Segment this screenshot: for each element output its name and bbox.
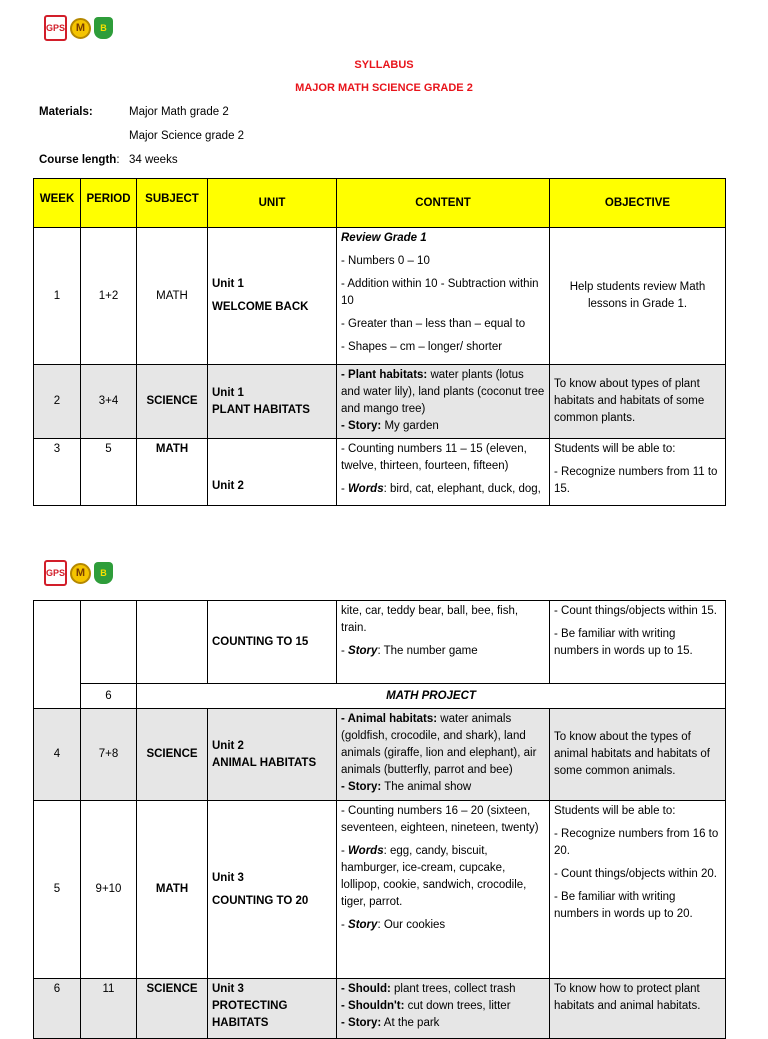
content-cell: - Animal habitats: water animals (goldfish, crocodile, and shark), land animals (giraffe, lion and elephant), air animals (butterfly, parrot and bee) - Story: The animal show: [337, 709, 550, 801]
school-logo: [44, 560, 113, 586]
table-row: [34, 228, 726, 365]
materials-label: Materials:: [39, 106, 93, 118]
content-cell: kite, car, teddy bear, ball, bee, fish, train. - Story: The number game: [337, 601, 550, 684]
content-cell: - Counting numbers 11 – 15 (eleven, twelve, thirteen, fourteen, fifteen) - Words: bird, cat, elephant, duck, dog,: [337, 439, 550, 506]
document-subtitle: MAJOR MATH SCIENCE GRADE 2: [295, 82, 473, 94]
table-row: [34, 365, 726, 439]
unit-cell: Unit 1 PLANT HABITATS: [208, 365, 337, 439]
table-row: [34, 684, 726, 709]
materials-item: Major Math grade 2: [129, 106, 229, 118]
table-row: [34, 709, 726, 801]
header-unit: UNIT: [208, 179, 337, 228]
period-cell: 5: [81, 439, 137, 506]
subject-cell: SCIENCE: [137, 365, 208, 439]
table-header-row: [34, 179, 726, 228]
table-row: [34, 601, 726, 684]
document-title: SYLLABUS: [354, 59, 414, 71]
week-cell: 4: [34, 709, 81, 801]
objective-cell: - Count things/objects within 15. - Be familiar with writing numbers in words up to 15.: [550, 601, 726, 684]
period-cell: [81, 601, 137, 684]
syllabus-table: [33, 178, 726, 506]
b-logo-icon: B: [94, 562, 113, 584]
m-logo-icon: M: [70, 18, 91, 39]
unit-cell: Unit 3 PROTECTING HABITATS: [208, 979, 337, 1039]
unit-cell: Unit 2 ANIMAL HABITATS: [208, 709, 337, 801]
syllabus-table-continued: [33, 600, 726, 1039]
subject-cell: MATH: [137, 801, 208, 979]
week-cell: [34, 601, 81, 709]
unit-cell: Unit 2: [208, 439, 337, 506]
content-cell: Review Grade 1 - Numbers 0 – 10 - Addition within 10 - Subtraction within 10 - Greater than – less than – equal to - Shapes – cm – longer/ shorter: [337, 228, 550, 365]
materials-item: Major Science grade 2: [129, 130, 245, 142]
unit-cell: Unit 3 COUNTING TO 20: [208, 801, 337, 979]
objective-cell: To know how to protect plant habitats and animal habitats.: [550, 979, 726, 1039]
m-logo-icon: M: [70, 563, 91, 584]
objective-cell: To know about types of plant habitats and habitats of some common plants.: [550, 365, 726, 439]
table-row: [34, 801, 726, 979]
b-logo-icon: B: [94, 17, 113, 39]
period-cell: 9+10: [81, 801, 137, 979]
subject-cell: MATH: [137, 228, 208, 365]
week-cell: 3: [34, 439, 81, 506]
objective-cell: Students will be able to: - Recognize numbers from 16 to 20. - Count things/objects within 20. - Be familiar with writing numbers in words up to 20.: [550, 801, 726, 979]
header-week: WEEK: [34, 179, 81, 228]
table-row: [34, 979, 726, 1039]
week-cell: 1: [34, 228, 81, 365]
week-cell: 5: [34, 801, 81, 979]
course-length-label: Course length:: [39, 154, 120, 166]
subject-cell: [137, 601, 208, 684]
unit-cell: Unit 1 WELCOME BACK: [208, 228, 337, 365]
header-subject: SUBJECT: [137, 179, 208, 228]
subject-cell: SCIENCE: [137, 979, 208, 1039]
objective-cell: Help students review Math lessons in Grade 1.: [550, 228, 726, 365]
period-cell: 7+8: [81, 709, 137, 801]
period-cell: 1+2: [81, 228, 137, 365]
gps-logo-icon: GPS: [44, 15, 67, 41]
subject-cell: MATH: [137, 439, 208, 506]
week-cell: 6: [34, 979, 81, 1039]
header-objective: OBJECTIVE: [550, 179, 726, 228]
period-cell: 6: [81, 684, 137, 709]
subject-cell: SCIENCE: [137, 709, 208, 801]
course-length-value: 34 weeks: [129, 154, 178, 166]
header-period: PERIOD: [81, 179, 137, 228]
math-project-cell: MATH PROJECT: [137, 684, 726, 709]
content-cell: - Counting numbers 16 – 20 (sixteen, seventeen, eighteen, nineteen, twenty) - Words: egg, candy, biscuit, hamburger, ice-cream, cupcake, lollipop, cookie, sandwich, crocodile, tiger, parrot. - Story: Our cookies: [337, 801, 550, 979]
content-cell: - Plant habitats: water plants (lotus and water lily), land plants (coconut tree and mango tree) - Story: My garden: [337, 365, 550, 439]
table-row: [34, 439, 726, 506]
header-content: CONTENT: [337, 179, 550, 228]
period-cell: 11: [81, 979, 137, 1039]
content-cell: - Should: plant trees, collect trash - Shouldn't: cut down trees, litter - Story: At the park: [337, 979, 550, 1039]
objective-cell: Students will be able to: - Recognize numbers from 11 to 15.: [550, 439, 726, 506]
gps-logo-icon: GPS: [44, 560, 67, 586]
school-logo: [44, 15, 113, 41]
period-cell: 3+4: [81, 365, 137, 439]
objective-cell: To know about the types of animal habitats and habitats of some common animals.: [550, 709, 726, 801]
unit-cell: COUNTING TO 15: [208, 601, 337, 684]
week-cell: 2: [34, 365, 81, 439]
